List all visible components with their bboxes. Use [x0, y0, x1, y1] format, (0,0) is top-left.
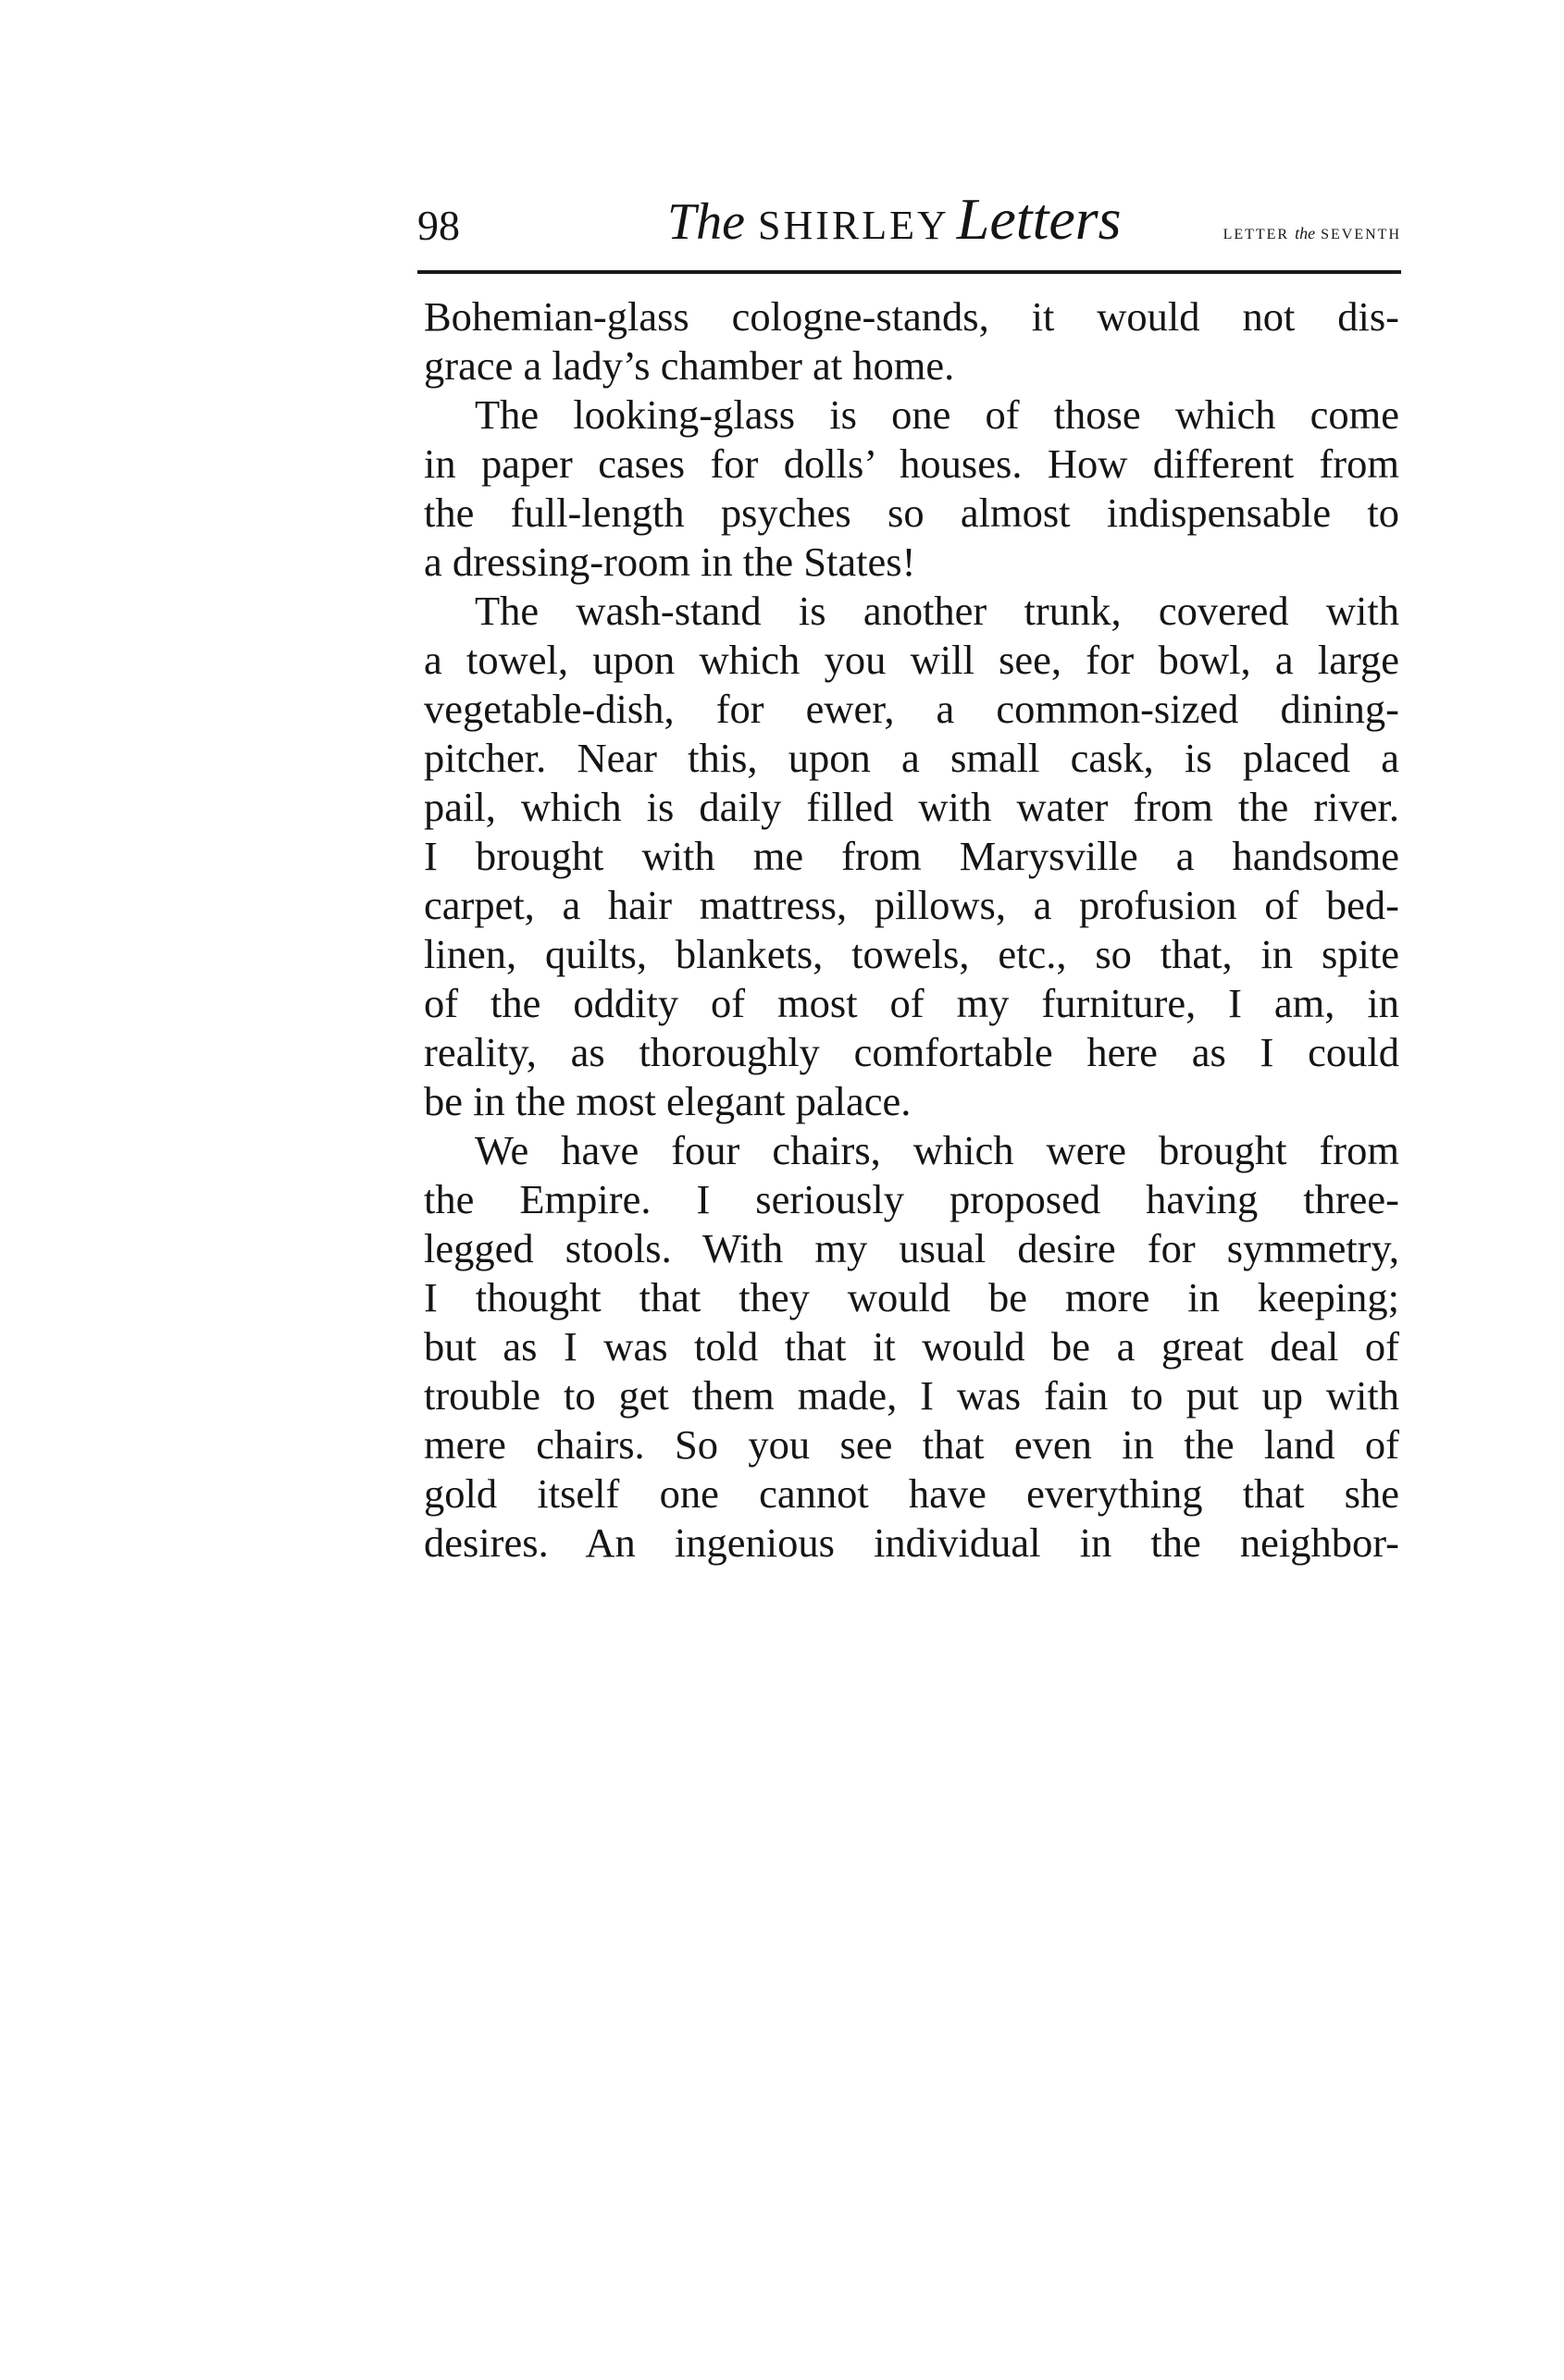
text-line: a dressing-room in the States! [424, 539, 916, 585]
text-line: The wash-stand is another trunk, covered with [475, 588, 1399, 634]
book-title-letters: Letters [956, 186, 1122, 252]
section-label-seventh: SEVENTH [1321, 227, 1401, 242]
text-line: mere chairs. So you see that even in the land of [424, 1421, 1399, 1468]
text-line: of the oddity of most of my furniture, I am, in [424, 980, 1399, 1026]
book-title-shirley: SHIRLEY [758, 203, 950, 248]
page-number: 98 [417, 202, 460, 249]
text-line: carpet, a hair mattress, pillows, a profusion of bed- [424, 882, 1399, 928]
text-line: be in the most elegant palace. [424, 1078, 912, 1124]
text-line: We have four chairs, which were brought from [475, 1127, 1399, 1173]
text-line: gold itself one cannot have everything that she [424, 1470, 1399, 1517]
text-line: legged stools. With my usual desire for symmetry, [424, 1225, 1399, 1271]
text-line: grace a lady’s chamber at home. [424, 342, 955, 389]
text-line: vegetable-dish, for ewer, a common-sized dining- [424, 686, 1399, 732]
text-line: I thought that they would be more in keeping; [424, 1274, 1399, 1320]
running-head [417, 185, 1401, 268]
header-rule [417, 270, 1401, 274]
text-line: Bohemian-glass cologne-stands, it would not dis- [424, 293, 1399, 340]
text-line: linen, quilts, blankets, towels, etc., so that, in spite [424, 931, 1399, 977]
text-line: in paper cases for dolls’ houses. How different from [424, 440, 1399, 487]
section-label-letter: LETTER [1223, 227, 1290, 242]
text-line: pitcher. Near this, upon a small cask, is placed a [424, 735, 1399, 781]
text-line: the Empire. I seriously proposed having three- [424, 1176, 1399, 1222]
section-label-the: the [1295, 224, 1316, 242]
section-label [1223, 224, 1401, 243]
text-line: the full-length psyches so almost indispensable to [424, 490, 1399, 536]
book-title-the: The [667, 193, 745, 251]
text-line: a towel, upon which you will see, for bowl, a large [424, 637, 1399, 683]
book-title [667, 185, 1122, 259]
body-text [424, 292, 1399, 1568]
text-line: trouble to get them made, I was fain to put up with [424, 1372, 1399, 1419]
text-line: desires. An ingenious individual in the neighbor- [424, 1519, 1399, 1566]
text-line: The looking-glass is one of those which come [475, 391, 1399, 438]
text-line: reality, as thoroughly comfortable here as I could [424, 1029, 1399, 1075]
text-line: but as I was told that it would be a great deal of [424, 1323, 1399, 1370]
text-line: I brought with me from Marysville a handsome [424, 833, 1399, 879]
text-line: pail, which is daily filled with water from the river. [424, 784, 1399, 830]
